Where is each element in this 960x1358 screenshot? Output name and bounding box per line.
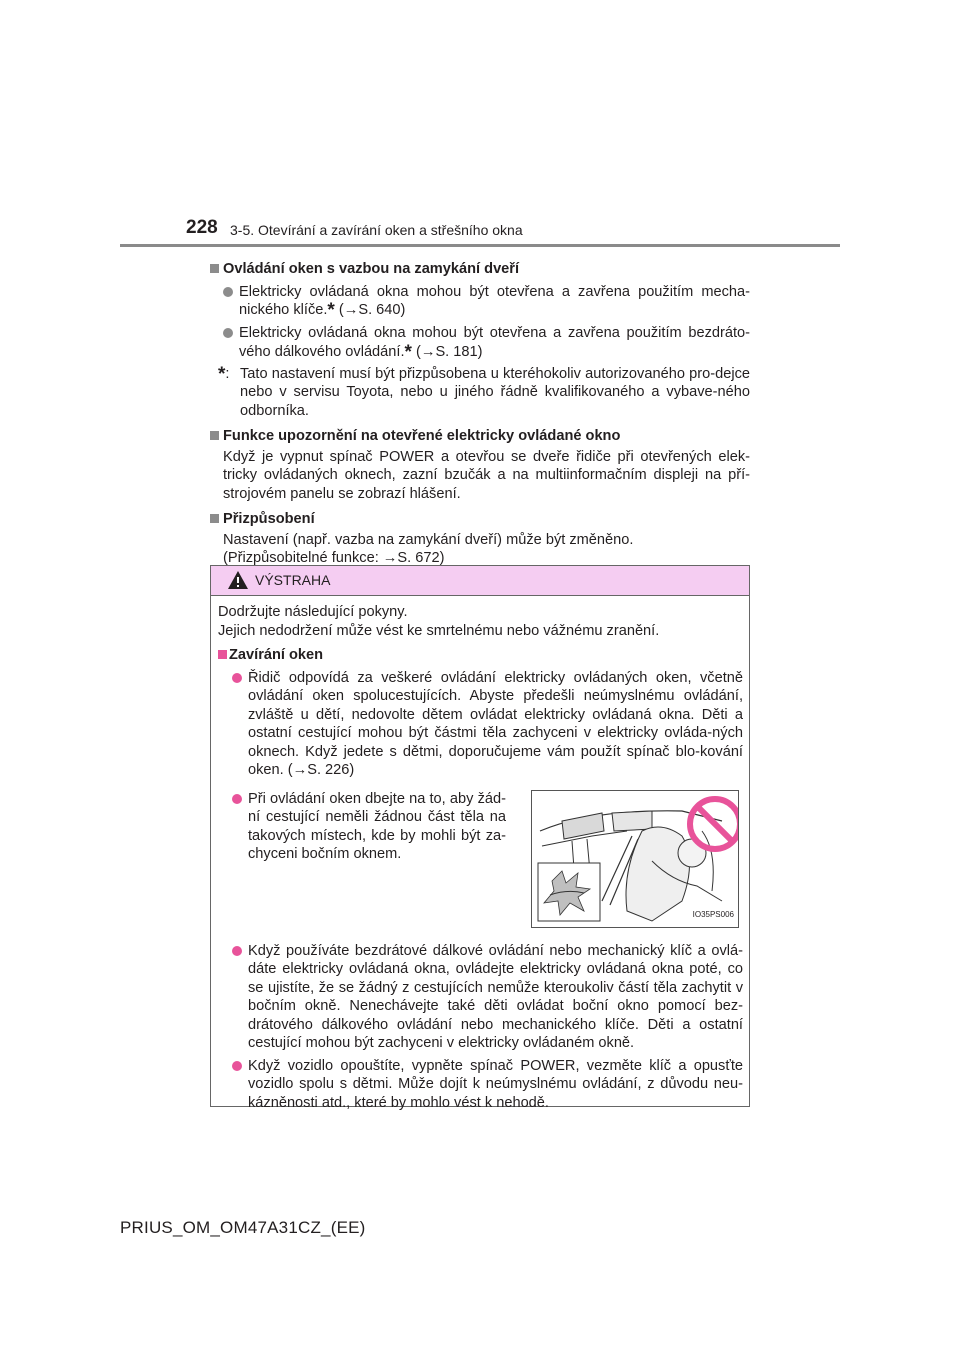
round-bullet-icon <box>232 1061 242 1071</box>
warning-header <box>211 566 749 596</box>
warning-bullet-text: Když používáte bezdrátové dálkové ovládání nebo mechanický klíč a ovlá-dáte elektricky ovládaná okna, ovládejte elektricky ovládaná okna poté, co se ujistíte, že se žádný z cestujících nemůže kteroukoliv částí těla zachytit v bočním okně. Nenechávejte také děti ovládat boční okno pomocí bez-drátového dálkového ovládání nebo mechanického klíče. Děti a ostatní cestující mohou být zachyceni v elektricky ovládaném okně. <box>248 942 743 1051</box>
warning-bullet-text: Při ovládání oken dbejte na to, aby žád-ní cestující neměli žádnou část těla na takových místech, kde by mohli být za-chyceni bočním oknem. <box>248 790 506 862</box>
section-body: Když je vypnut spínač POWER a otevřou se dveře řidiče při otevřených elek-tricky ovládaných oknech, zazní bzučák a na multiinformačním displeji na pří-strojovém panelu se zobrazí hlášení. <box>223 448 750 502</box>
customization-reference-link[interactable]: (Přizpůsobitelné funkce: →S. 672) <box>223 550 445 566</box>
square-bullet-icon <box>210 514 219 523</box>
square-bullet-icon <box>218 650 227 659</box>
warning-intro <box>218 603 743 640</box>
warning-section-heading <box>218 646 743 665</box>
warning-bullet-text: Když vozidlo opouštíte, vypněte spínač POWER, vezměte klíč a opusťte vozidlo spolu s dětmi. Může dojít k neúmyslnému ovládání, z důvodu neu-kázněnosti atd., které by mohlo vést k nehodě. <box>248 1057 743 1111</box>
section-body <box>210 531 750 568</box>
round-bullet-icon <box>232 946 242 956</box>
warning-item-with-illustration <box>218 790 743 928</box>
window-pinch-illustration <box>531 790 739 928</box>
warning-list-item <box>218 1057 743 1113</box>
list-item <box>210 324 750 362</box>
footnote-mark: *: <box>218 363 230 385</box>
section-title-customization: Přizpůsobení <box>223 511 315 527</box>
section-title-door-lock: Ovládání oken s vazbou na zamykání dveří <box>223 261 520 277</box>
warning-list-item <box>218 790 506 928</box>
warning-section-title: Zavírání oken <box>229 647 324 663</box>
bullet-text: Elektricky ovládaná okna mohou být otevřena a zavřena použitím bezdráto-vého dálkového ovládání. <box>239 325 750 360</box>
footnote-text: Tato nastavení musí být přizpůsobena u kteréhokoliv autorizovaného pro-dejce nebo v servisu Toyota, nebo u jiného řádně kvalifikovaného a vybave-ného odborníka. <box>240 365 750 419</box>
warning-bullet-text: Řidič odpovídá za veškeré ovládání elektricky ovládaných oken, včetně ovládání oken spolucestujících. Abyste předešli neúmyslnému ovládání, zvláště u dětí, nedovolte dětem ovládat elektricky ovládaná okna. Děti a ostatní cestující mohou být částmi těla zachyceni v elektricky ovláda-ných oknech. Když jedete s dětmi, doporučujeme vám použít spínač blo-kování oken. (→S. 226) <box>248 669 743 778</box>
document-code: PRIUS_OM_OM47A31CZ_(EE) <box>120 1218 366 1237</box>
warning-triangle-icon <box>227 570 249 590</box>
warning-list-item <box>218 942 743 1053</box>
footnote-star: * <box>404 341 412 363</box>
page-number: 228 <box>186 217 218 238</box>
section-heading <box>210 427 750 446</box>
warning-box <box>210 565 750 1111</box>
round-bullet-icon <box>223 328 233 338</box>
main-content <box>210 253 750 568</box>
list-item <box>210 283 750 321</box>
warning-list-item <box>218 669 743 780</box>
bullet-text: Elektricky ovládaná okna mohou být otevřena a zavřena použitím mecha-nického klíče. <box>239 283 750 318</box>
square-bullet-icon <box>210 264 219 273</box>
warning-intro-line: Dodržujte následující pokyny. <box>218 604 408 620</box>
section-heading <box>210 510 750 529</box>
round-bullet-icon <box>232 673 242 683</box>
footnote <box>210 365 750 421</box>
page-reference-link[interactable]: (→S. 181) <box>411 343 483 360</box>
warning-label: VÝSTRAHA <box>255 572 331 588</box>
footnote-star: * <box>327 300 335 321</box>
illustration-code: IO35PS006 <box>692 910 734 919</box>
section-heading <box>210 260 750 279</box>
chapter-title: 3-5. Otevírání a zavírání oken a střešního okna <box>230 222 523 238</box>
section-title-window-warning: Funkce upozornění na otevřené elektricky ovládané okno <box>223 428 621 444</box>
header-divider <box>120 244 840 247</box>
round-bullet-icon <box>232 794 242 804</box>
warning-body <box>211 596 749 1112</box>
square-bullet-icon <box>210 431 219 440</box>
page-reference-link[interactable]: (→S. 640) <box>334 302 406 318</box>
round-bullet-icon <box>223 287 233 297</box>
warning-intro-line: Jejich nedodržení může vést ke smrtelnému nebo vážnému zranění. <box>218 622 660 639</box>
customization-line: Nastavení (např. vazba na zamykání dveří) může být změněno. <box>223 531 634 548</box>
